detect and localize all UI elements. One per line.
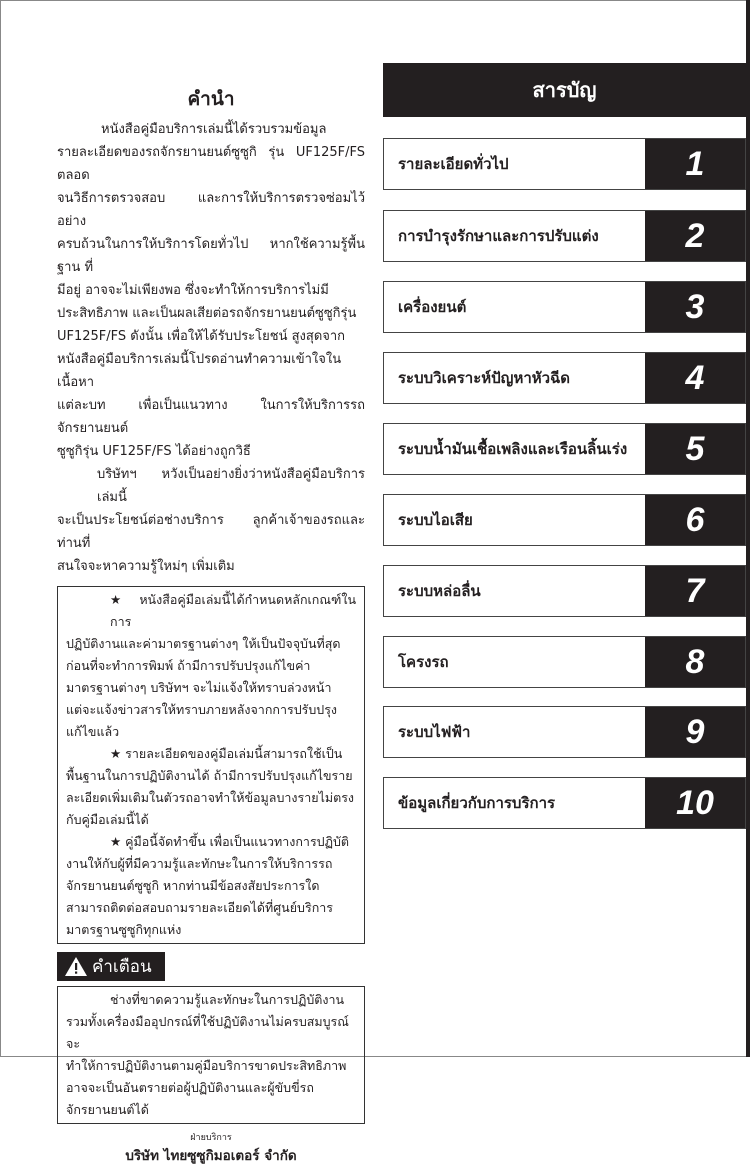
text-line: รวมทั้งเครื่องมืออุปกรณ์ที่ใช้ปฏิบัติงานไม่ครบสมบูรณ์จะ <box>66 1014 349 1051</box>
text-line: จักรยานยนต์ได้ <box>66 1102 149 1117</box>
text-line: UF125F/FS ดังนั้น เพื่อให้ได้รับประโยชน์ สูงสุดจาก <box>57 329 346 344</box>
toc-item-label: ระบบไอเสีย <box>398 511 473 529</box>
text-line: ★ หนังสือคู่มือเล่มนี้ได้กำหนดหลักเกณฑ์ในการ <box>110 592 356 629</box>
preface-paragraph-1 <box>57 118 365 463</box>
toc-item-label: ระบบน้ำมันเชื้อเพลิงและเรือนลิ้นเร่ง <box>398 440 628 458</box>
toc-item-number: 3 <box>645 282 745 332</box>
text-line: จะเป็นประโยชน์ต่อช่างบริการ ลูกค้าเจ้าของรถและท่านที่ <box>57 513 365 551</box>
text-line: แต่ละบท เพื่อเป็นแนวทาง ในการให้บริการรถจักรยานยนต์ <box>57 398 365 436</box>
toc-item[interactable] <box>383 494 746 546</box>
text-line: จนวิธีการตรวจสอบ และการให้บริการตรวจซ่อมไว้ อย่าง <box>57 191 365 229</box>
toc-title: สารบัญ <box>383 63 746 117</box>
toc-item-label: ระบบไฟฟ้า <box>398 723 471 741</box>
text-line: ครบถ้วนในการให้บริการโดยทั่วไป หากใช้ความรู้พื้นฐาน ที่ <box>57 237 365 275</box>
text-line: ช่างที่ขาดความรู้และทักษะในการปฏิบัติงาน <box>110 992 345 1007</box>
text-line: กับคู่มือเล่มนี้ได้ <box>66 812 149 827</box>
left-column <box>57 84 365 1165</box>
toc-item-number: 4 <box>645 353 745 403</box>
text-line: ปฏิบัติงานและค่ามาตรฐานต่างๆ ให้เป็นปัจจุบันที่สุด <box>66 636 341 651</box>
warning-box <box>57 986 365 1124</box>
warning-triangle-icon <box>65 957 87 976</box>
text-line: มาตรฐานต่างๆ บริษัทฯ จะไม่แจ้งให้ทราบล่วงหน้า <box>66 680 332 695</box>
toc-item-number: 6 <box>645 495 745 545</box>
toc-item-label: โครงรถ <box>398 653 449 671</box>
company-name: บริษัท ไทยซูซูกิมอเตอร์ จำกัด <box>125 1148 297 1164</box>
page-edge <box>746 0 750 1057</box>
toc-item-number: 10 <box>645 778 745 828</box>
toc-item-label: รายละเอียดทั่วไป <box>398 155 509 173</box>
toc-item[interactable] <box>383 636 746 688</box>
text-line: หนังสือคู่มือบริการเล่มนี้ได้รวบรวมข้อมูล <box>101 122 327 137</box>
toc-item[interactable] <box>383 281 746 333</box>
toc-item[interactable] <box>383 138 746 190</box>
toc-item[interactable] <box>383 565 746 617</box>
text-line: ก่อนที่จะทำการพิมพ์ ถ้ามีการปรับปรุงแก้ไขค่า <box>66 658 311 673</box>
toc-item-label: ระบบวิเคราะห์ปัญหาหัวฉีด <box>398 369 571 387</box>
text-line: มีอยู่ อาจจะไม่เพียงพอ ซึ่งจะทำให้การบริการไม่มี <box>57 283 329 298</box>
text-line: สามารถติดต่อสอบถามรายละเอียดได้ที่ศูนย์บริการ <box>66 900 333 915</box>
toc-item-label: ข้อมูลเกี่ยวกับการบริการ <box>398 794 556 812</box>
text-line: สนใจจะหาความรู้ใหม่ๆ เพิ่มเติม <box>57 559 235 574</box>
text-line: บริษัทฯ หวังเป็นอย่างยิ่งว่าหนังสือคู่มือบริการเล่มนี้ <box>97 467 365 505</box>
notes-box <box>57 586 365 944</box>
text-line: พื้นฐานในการปฏิบัติงานได้ ถ้ามีการปรับปรุงแก้ไขราย <box>66 768 353 783</box>
toc-item-number: 5 <box>645 424 745 474</box>
toc-item[interactable] <box>383 706 746 758</box>
text-line: แก้ไขแล้ว <box>66 724 120 739</box>
text-line: ★ รายละเอียดของคู่มือเล่มนี้สามารถใช้เป็น <box>110 746 343 761</box>
text-line: มาตรฐานซูซูกิทุกแห่ง <box>66 922 182 937</box>
toc-item-number: 8 <box>645 637 745 687</box>
toc-item-number: 7 <box>645 566 745 616</box>
toc-item[interactable] <box>383 777 746 829</box>
toc-item[interactable] <box>383 210 746 262</box>
text-line: รายละเอียดของรถจักรยานยนต์ซูซูกิ รุ่น UF125F/FS ตลอด <box>57 145 365 183</box>
toc-item-label: ระบบหล่อลื่น <box>398 582 481 600</box>
toc-item-label: เครื่องยนต์ <box>398 298 467 316</box>
text-line: ★ คู่มือนี้จัดทำขึ้น เพื่อเป็นแนวทางการปฏิบัติ <box>110 834 350 849</box>
text-line: อาจจะเป็นอันตรายต่อผู้ปฏิบัติงานและผู้ขับขี่รถ <box>66 1080 314 1095</box>
text-line: ละเอียดเพิ่มเติมในตัวรถอาจทำให้ข้อมูลบางรายไม่ตรง <box>66 790 355 805</box>
text-line: ประสิทธิภาพ และเป็นผลเสียต่อรถจักรยานยนต์ซูซูกิรุ่น <box>57 306 357 321</box>
text-line: จักรยานยนต์ซูซูกิ หากท่านมีข้อสงสัยประการใด <box>66 878 320 893</box>
text-line: งานให้กับผู้ที่มีความรู้และทักษะในการให้บริการรถ <box>66 856 333 871</box>
preface-paragraph-2 <box>57 463 365 578</box>
text-line: ซูซูกิรุ่น UF125F/FS ได้อย่างถูกวิธี <box>57 444 251 459</box>
toc-item-number: 9 <box>645 707 745 757</box>
department: ฝ่ายบริการ <box>190 1133 232 1143</box>
toc-item-label: การบำรุงรักษาและการปรับแต่ง <box>398 227 599 245</box>
toc-item[interactable] <box>383 352 746 404</box>
text-line: ทำให้การปฏิบัติงานตามคู่มือบริการขาดประสิทธิภาพ <box>66 1058 347 1073</box>
toc-item[interactable] <box>383 423 746 475</box>
warning-label <box>57 952 165 981</box>
text-line: แต่จะแจ้งข่าวสารให้ทราบภายหลังจากการปรับปรุง <box>66 702 338 717</box>
toc-item-number: 1 <box>645 139 745 189</box>
preface-title: คำนำ <box>187 88 235 110</box>
warning-title: คำเตือน <box>92 957 152 977</box>
toc-item-number: 2 <box>645 211 745 261</box>
text-line: หนังสือคู่มือบริการเล่มนี้โปรดอ่านทำความเข้าใจในเนื้อหา <box>57 352 342 390</box>
